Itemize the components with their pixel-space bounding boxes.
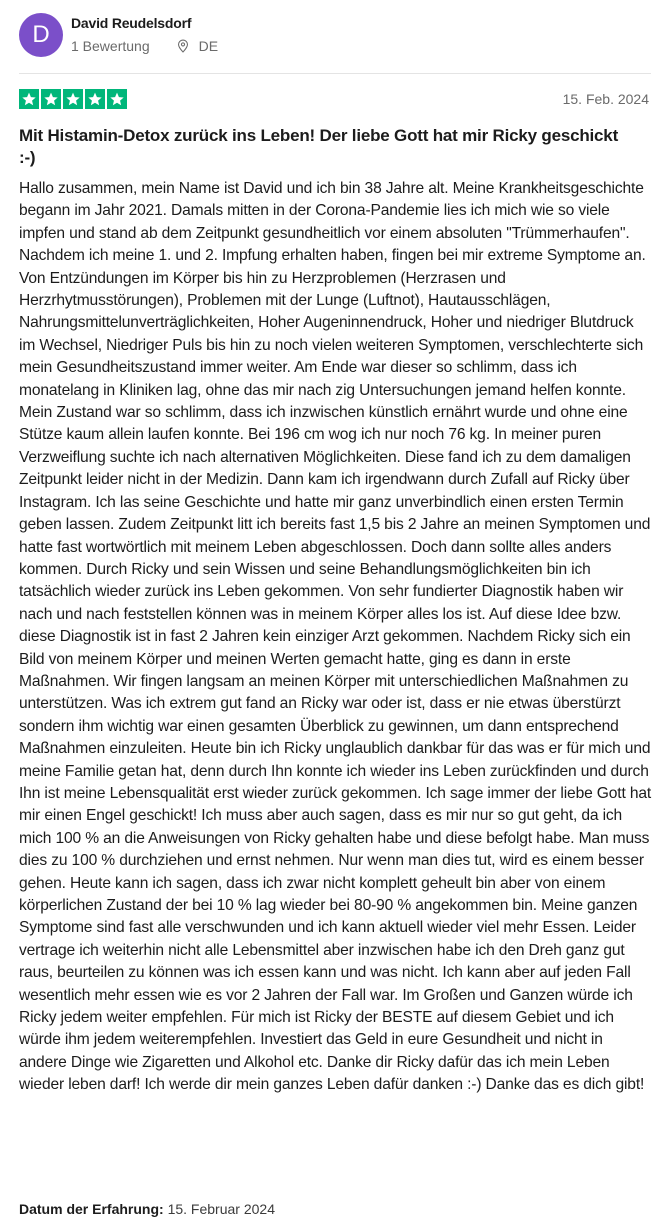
review-body: Hallo zusammen, mein Name ist David und ich bin 38 Jahre alt. Meine Krankheitsgeschichte begann im Jahr 2021. Damals mitten in der Corona-Pandemie lies ich mich wie so viele impfen und stand ab dem Zeitpunkt gesundheitlich vor einem absoluten "Trümmerhaufen". Nachdem ich meine 1. und 2. Impfung erhalten haben, fingen bei mir extreme Symptome an. Von Entzündungen im Körper bis hin zu Herzproblemen (Herzrasen und Herzrhytmusstörungen), Problemen mit der Lunge (Luftnot), Hautausschlägen, Nahrungsmittelunverträglichkeiten, Hoher Augeninnendruck, Hoher und niedriger Blutdruck im Wechsel, Niedriger Puls bis hin zu noch vielen weiteren Symptomen, verschlechterte sich mein Gesundheitszustand immer weiter. Am Ende war dieser so schlimm, dass ich monatelang in Kliniken lag, ohne das mir nach zig Untersuchungen jemand helfen konnte. Mein Zustand war so schlimm, dass ich inzwischen künstlich ernährt wurde und ohne eine Stütze kaum allein laufen konnte. Bei 196 cm wog ich nur noch 76 kg. In meiner puren Verzweiflung suchte ich nach alternativen Möglichkeiten. Diese fand ich zu dem damaligen Zeitpunkt leider nicht in der Medizin. Dann kam ich irgendwann durch Zufall auf Ricky über Instagram. Ich las seine Geschichte und hatte mir ganz unverbindlich einen ersten Termin geben lassen. Zudem Zeitpunkt litt ich bereits fast 1,5 bis 2 Jahre an meinen Symptomen und hatte fast wortwörtlich mit meinem Leben abgeschlossen. Doch dann sollte alles anders kommen. Durch Ricky und sein Wissen und seine Behandlungsmöglichkeiten bin ich tatsächlich wieder zurück ins Leben gekommen. Von sehr fundierter Diagnostik haben wir nach und nach feststellen können was in meinem Körper alles los ist. Auf diese Idee bzw. diese Diagnostik ist in fast 2 Jahren kein einziger Arzt gekommen. Nachdem Ricky sich ein Bild von meinem Körper und meinen Werten gemacht hatte, ging es dann in erste Maßnahmen. Wir fingen langsam an meinen Körper mit unterschiedlichen Maßnahmen zu unterstützen. Was ich extrem gut fand an Ricky war oder ist, dass er nie etwas überstürzt sondern ihm wichtig war einen gesamten Überblick zu gewinnen, um dann entsprechend Maßnahmen einzuleiten. Heute bin ich Ricky unglaublich dankbar für das was er für mich und meine Familie getan hat, denn durch Ihn konnte ich wieder ins Leben zurückfinden und durch Ihn ist meine Lebensqualität erst wieder zurück gekommen. Ich sage immer der liebe Gott hat mir einen Engel geschickt! Ich muss aber auch sagen, dass es mir nur so gut geht, da ich mich 100 % an die Anweisungen von Ricky gehalten habe und diese befolgt habe. Man muss dies zu 100 % durchziehen und ernst nehmen. Nur wenn man dies tut, wird es einem besser gehen. Heute kann ich sagen, dass ich zwar nicht komplett geheult bin aber von einem körperlichen Zustand der bei 10 % lag wieder bei 80-90 % angekommen bin. Meine ganzen Symptome sind fast alle verschwunden und ich kann aktuell wieder viel mehr Essen. Leider vertrage ich weiterhin nicht alle Lebensmittel aber inzwischen habe ich den Dreh ganz gut raus, beurteilen zu können was ich essen kann und was nicht. Ich kann aber auf jeden Fall wesentlich mehr essen wie es vor 2 Jahren der Fall war. Im Großen und Ganzen würde ich Ricky jedem weiter empfehlen. Für mich ist Ricky der BESTE auf diesem Gebiet und ich würde ihm jedem weiterempfehlen. Investiert das Geld in eure Gesundheit und nicht in andere Dinge wie Zigaretten und Alkohol etc. Danke dir Ricky dafür das ich mein Leben wieder leben darf! Ich werde dir mein ganzes Leben dafür danken :-) Danke das es dich gibt! — [19, 180, 652, 1094]
reviewer-name[interactable]: David Reudelsdorf — [71, 15, 192, 31]
divider — [19, 73, 651, 74]
reviewer-header — [19, 13, 651, 57]
review-title[interactable]: Mit Histamin-Detox zurück ins Leben! Der liebe Gott hat mir Ricky geschickt :-) — [19, 126, 619, 167]
review-count: 1 Bewertung — [71, 38, 150, 54]
experience-date-value: 15. Februar 2024 — [167, 1201, 275, 1217]
star-icon — [63, 89, 83, 109]
experience-date-label: Datum der Erfahrung: — [19, 1201, 164, 1217]
star-icon — [19, 89, 39, 109]
avatar[interactable]: D — [19, 13, 63, 57]
review-date: 15. Feb. 2024 — [562, 91, 649, 107]
experience-date — [19, 1201, 275, 1217]
reviewer-country: DE — [198, 38, 219, 54]
reviewer-meta — [71, 38, 218, 54]
location-pin-icon — [176, 39, 190, 53]
star-rating — [19, 89, 127, 109]
star-icon — [41, 89, 61, 109]
star-icon — [107, 89, 127, 109]
star-icon — [85, 89, 105, 109]
